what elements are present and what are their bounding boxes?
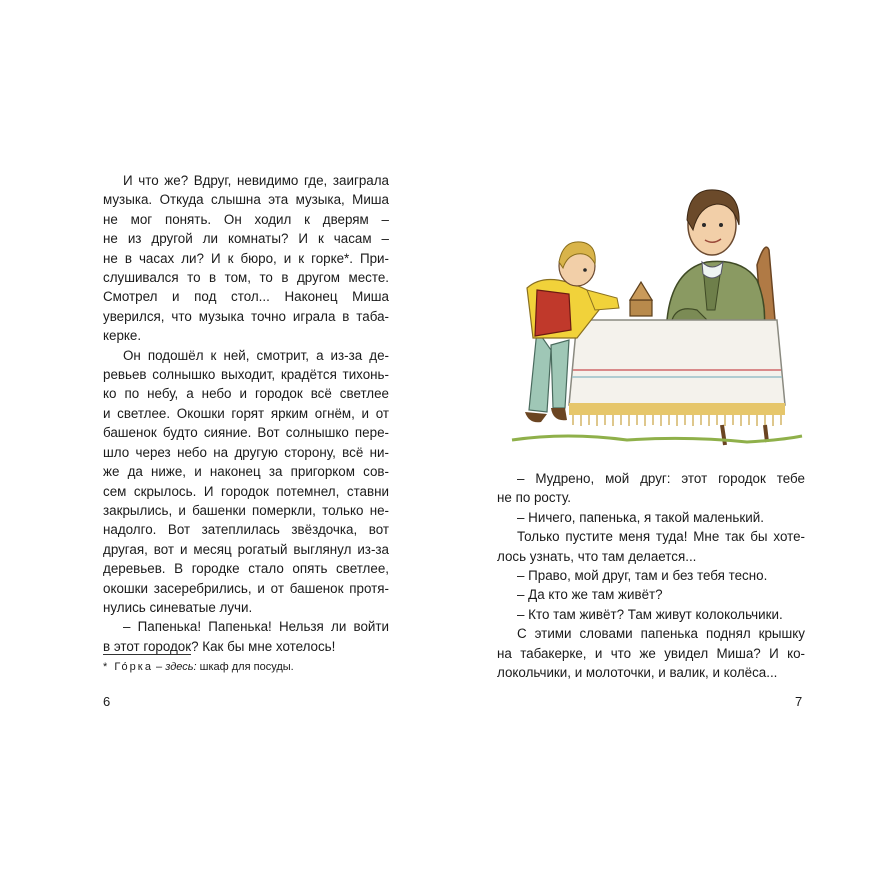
- text-line: – Мудрено, мой друг: этот городок тебе: [517, 471, 805, 486]
- text-line: Он подошёл к ней, смотрит, а из-за де-: [123, 347, 389, 363]
- text-line: окошки засеребрились, и от башенок протя-: [103, 580, 389, 596]
- text-line: другая, вот и месяц рогатый выглянул из-за: [103, 541, 389, 557]
- text-line: – Да кто же там живёт?: [517, 587, 663, 603]
- table-cloth: [569, 320, 785, 405]
- text-line: сем скрылось. И городок потемнел, ставни: [103, 483, 389, 499]
- text-line: Только пустите меня туда! Мне так бы хоте-: [517, 529, 805, 545]
- snuffbox-icon: [630, 300, 652, 316]
- left-page-text: [103, 171, 389, 656]
- footnote-term: * Го́рка: [103, 661, 153, 673]
- page-number-left: 6: [103, 694, 111, 709]
- page-number-right: 7: [795, 694, 803, 709]
- text-line: керке.: [103, 328, 142, 344]
- text-line: слушивался то в том, то в другом месте.: [103, 270, 389, 286]
- text-line: и светлее. Окошки горят ярким огнём, и от: [103, 405, 389, 421]
- text-line: деревьев. В городке стало опять светлее,: [103, 561, 389, 577]
- text-line: закрылись, и башенки померкли, только не-: [103, 502, 389, 518]
- text-line: уверился, что музыка точно играла в таба-: [103, 308, 389, 324]
- text-line: надолго. Вот затеплилась звёздочка, вот: [103, 522, 389, 538]
- text-line: не в часах ли? И к бюро, и к горке*. При-: [103, 250, 389, 266]
- text-line: ко по небу, а небо и городок всё светлее: [103, 386, 389, 402]
- footnote-dash: –: [152, 661, 166, 673]
- table-fringe: [569, 403, 785, 426]
- text-line: – Папенька! Папенька! Нельзя ли войти: [123, 619, 389, 635]
- text-line: музыка. Откуда слышна эта музыка, Миша: [103, 192, 389, 208]
- text-line: – Кто там живёт? Там живут колокольчики.: [517, 606, 783, 622]
- text-line: С этими словами папенька поднял крышку: [517, 626, 805, 642]
- father-and-son-at-table-illustration: [507, 170, 807, 450]
- right-page-text: [497, 469, 805, 682]
- text-line: – Право, мой друг, там и без тебя тесно.: [517, 568, 768, 584]
- text-line: же да ниже, и наконец за пригорком сов-: [103, 464, 389, 480]
- footnote: [103, 660, 294, 674]
- text-line: башенок будто сияние. Вот солнышко пере-: [103, 425, 389, 441]
- text-line: не мог понять. Он ходил к дверям –: [103, 211, 389, 227]
- grass: [512, 436, 802, 442]
- text-line: не по росту.: [497, 490, 571, 506]
- text-line: не из другой ли комнаты? И к часам –: [103, 231, 389, 247]
- text-line: локольчики, и молоточки, и валик, и колёса...: [497, 665, 778, 681]
- footnote-text: шкаф для посуды.: [196, 661, 294, 673]
- text-line: ревьев солнышко выходит, крадётся тихонь-: [103, 367, 389, 383]
- text-line: Смотрел и под стол... Наконец Миша: [103, 289, 389, 305]
- text-line: на табакерке, и что же увидел Миша? И ко-: [497, 645, 805, 661]
- text-line: лось узнать, что там делается...: [497, 548, 697, 564]
- text-line: И что же? Вдруг, невидимо где, заиграла: [123, 173, 389, 188]
- text-line: в этот городок? Как бы мне хотелось!: [103, 638, 336, 654]
- footnote-divider: [103, 654, 191, 655]
- text-line: шло через небо на другую сторону, всё ни-: [103, 444, 389, 460]
- text-line: нулись синеватые лучи.: [103, 599, 253, 615]
- footnote-italic: здесь:: [165, 661, 197, 673]
- text-line: – Ничего, папенька, я такой маленький.: [517, 509, 764, 525]
